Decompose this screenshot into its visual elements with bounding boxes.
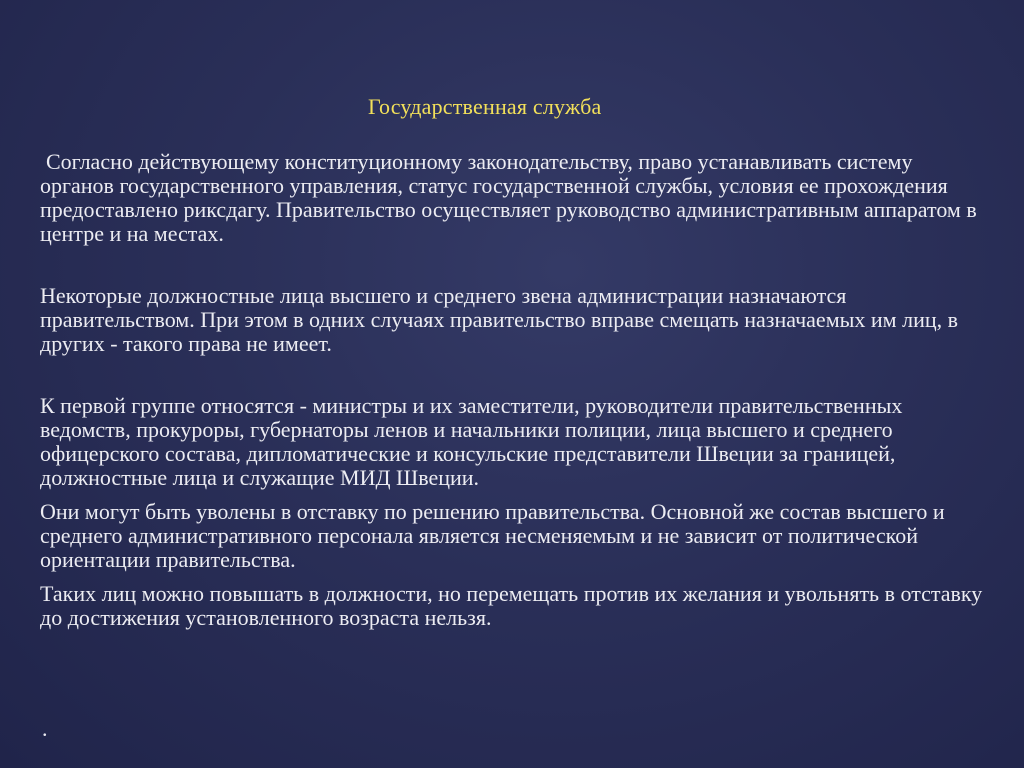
slide-title: Государственная служба [368, 94, 602, 119]
paragraph-1: Согласно действующему конституционному законодательству, право устанавливать систему органов государственного управления, статус государственной службы, условия ее прохождения предоставлено риксдагу. Правительство осуществляет руководство административным аппаратом в центре и на местах. [40, 149, 977, 246]
paragraph-4: Они могут быть уволены в отставку по решению правительства. Основной же состав высшего и среднего административного персонала является несменяемым и не зависит от политической ориентации правительства. [40, 499, 945, 572]
paragraph-5: Таких лиц можно повышать в должности, но перемещать против их желания и увольнять в отставку до достижения установленного возраста нельзя. [40, 581, 983, 630]
paragraph-2: Некоторые должностные лица высшего и среднего звена администрации назначаются правительством. При этом в одних случаях правительство вправе смещать назначаемых им лиц, в других - такого права не имеет. [40, 283, 959, 356]
paragraph-3: К первой группе относятся - министры и их заместители, руководители правительственных ведомств, прокуроры, губернаторы ленов и начальники полиции, лица высшего и среднего офицерского состава, дипломатические и консульские представители Швеции за границей, должностные лица и служащие МИД Швеции. [40, 393, 903, 490]
trailing-mark: . [42, 716, 48, 741]
slide-body [40, 150, 990, 630]
